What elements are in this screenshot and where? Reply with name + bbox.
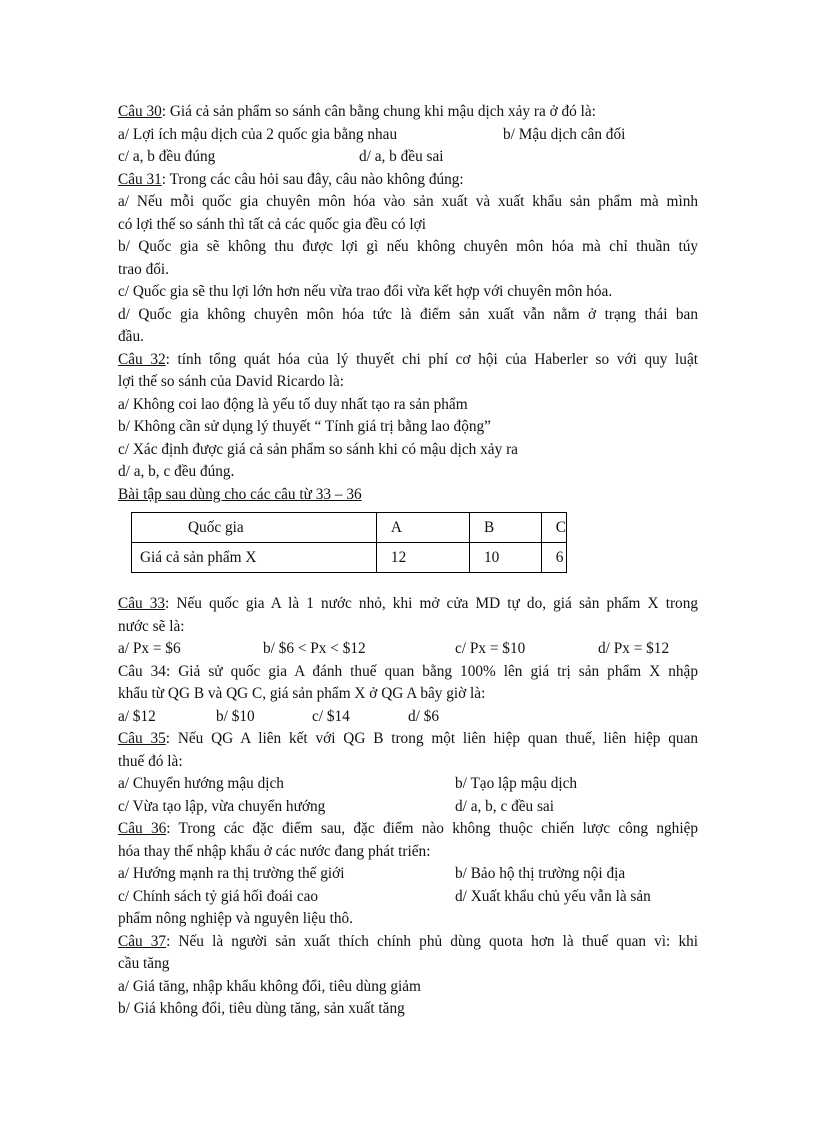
q34-option-a: a/ $12 xyxy=(118,707,156,725)
q35-option-b: b/ Tạo lập mậu dịch xyxy=(455,775,578,792)
q30-text: : Giá cả sản phẩm so sánh cân bằng chung khi mậu dịch xảy ra ở đó là: xyxy=(161,103,596,120)
q33-label: Câu 33 xyxy=(118,595,166,612)
q33-option-c: c/ Px = $10 xyxy=(455,640,526,657)
q32-text-line1: : tính tổng quát hóa của lý thuyết chi phí cơ hội của Haberler so với quy luật xyxy=(165,350,699,368)
q32-stem xyxy=(118,349,698,372)
q37-option-b: b/ Giá không đổi, tiêu dùng tăng, sản xuất tăng xyxy=(118,1000,405,1017)
q34-options xyxy=(118,706,698,729)
q36-option-d-line1: d/ Xuất khẩu chủ yếu vẫn là sản xyxy=(455,887,651,905)
q36-row-cd xyxy=(118,886,698,909)
table-header-row xyxy=(132,513,567,543)
q33-option-d: d/ Px = $12 xyxy=(598,640,670,657)
q35-option-a: a/ Chuyển hướng mậu dịch xyxy=(118,775,284,792)
table-cell-b: 10 xyxy=(470,543,542,573)
q30-stem xyxy=(118,101,698,124)
table-header-c: C xyxy=(541,513,566,543)
q33-text-line2: nước sẽ là: xyxy=(118,617,185,635)
q37-text-line2: cầu tăng xyxy=(118,955,170,972)
q31-option-a-line1: a/ Nếu mỗi quốc gia chuyên môn hóa vào sản xuất và xuất khẩu sản phẩm mà mình xyxy=(118,193,698,210)
q33-option-b: b/ $6 < Px < $12 xyxy=(263,640,366,657)
q30-row-ab xyxy=(118,124,698,147)
q33-text-line1: : Nếu quốc gia A là 1 nước nhỏ, khi mở cửa MD tự do, giá sản phẩm X trong xyxy=(165,595,698,612)
q31-option-b-line1: b/ Quốc gia sẽ không thu được lợi gì nếu không chuyên môn hóa mà chỉ thuần túy xyxy=(118,238,698,255)
q35-stem xyxy=(118,728,698,751)
q31-option-d-line1: d/ Quốc gia không chuyên môn hóa tức là điểm sản xuất vẫn nằm ở trạng thái ban xyxy=(118,305,698,323)
q30-label: Câu 30 xyxy=(118,103,162,120)
q35-text-line1: : Nếu QG A liên kết với QG B trong một liên hiệp quan thuế, liên hiệp quan xyxy=(165,730,699,747)
q36-option-c: c/ Chính sách tỷ giá hối đoái cao xyxy=(118,887,319,905)
q31-option-d-line2: đầu. xyxy=(118,328,144,345)
q37-label: Câu 37 xyxy=(118,932,167,950)
table-cell-product: Giá cả sản phẩm X xyxy=(132,543,377,573)
q32-option-c: c/ Xác định được giá cả sản phẩm so sánh khi có mậu dịch xảy ra xyxy=(118,440,518,458)
q31-option-c: c/ Quốc gia sẽ thu lợi lớn hơn nếu vừa trao đổi vừa kết hợp với chuyên môn hóa. xyxy=(118,283,613,300)
q37-option-a: a/ Giá tăng, nhập khẩu không đổi, tiêu dùng giảm xyxy=(118,977,421,995)
q37-stem xyxy=(118,931,698,954)
table-header-a: A xyxy=(376,513,469,543)
q33-stem xyxy=(118,593,698,616)
q35-option-c: c/ Vừa tạo lập, vừa chuyển hướng xyxy=(118,797,326,815)
q36-option-d-line2: phẩm nông nghiệp và nguyên liệu thô. xyxy=(118,910,353,927)
q32-option-b: b/ Không cần sử dụng lý thuyết “ Tính giá trị bằng lao động” xyxy=(118,418,491,435)
q34-option-c: c/ $14 xyxy=(312,707,350,725)
q32-label: Câu 32 xyxy=(118,350,166,368)
q35-row-ab xyxy=(118,773,698,796)
q31-option-b-line2: trao đổi. xyxy=(118,260,169,278)
q34-option-b: b/ $10 xyxy=(216,707,255,725)
q33-option-a: a/ Px = $6 xyxy=(118,640,181,657)
table-cell-a: 12 xyxy=(376,543,469,573)
q35-row-cd xyxy=(118,796,698,819)
price-table xyxy=(131,512,567,573)
q33-options xyxy=(118,638,698,661)
exercise-heading: Bài tập sau dùng cho các câu từ 33 – 36 xyxy=(118,485,362,503)
q35-label: Câu 35 xyxy=(118,730,166,747)
q30-option-a: a/ Lợi ích mậu dịch của 2 quốc gia bằng nhau xyxy=(118,125,398,143)
q34-text-line2: khẩu từ QG B và QG C, giá sản phẩm X ở QG A bây giờ là: xyxy=(118,685,486,702)
q30-option-c: c/ a, b đều đúng xyxy=(118,148,216,165)
q32-option-a: a/ Không coi lao động là yếu tố duy nhất tạo ra sản phẩm xyxy=(118,395,468,413)
q35-text-line2: thuế đó là: xyxy=(118,752,183,770)
q35-option-d: d/ a, b, c đều sai xyxy=(455,797,554,815)
q30-option-d: d/ a, b đều sai xyxy=(359,148,444,165)
q36-stem xyxy=(118,818,698,841)
table-header-b: B xyxy=(470,513,542,543)
q36-text-line1: : Trong các đặc điểm sau, đặc điểm nào không thuộc chiến lược công nghiệp xyxy=(166,820,699,837)
q34-text-line1: Câu 34: Giả sử quốc gia A đánh thuế quan bằng 100% lên giá trị sản phẩm X nhập xyxy=(118,662,698,680)
q32-text-line2: lợi thế so sánh của David Ricardo là: xyxy=(118,373,345,390)
q31-text: : Trong các câu hỏi sau đây, câu nào không đúng: xyxy=(161,170,464,188)
q36-option-b: b/ Bảo hộ thị trường nội địa xyxy=(455,865,626,882)
table-header-country: Quốc gia xyxy=(132,513,377,543)
q36-text-line2: hóa thay thế nhập khẩu ở các nước đang phát triển: xyxy=(118,842,431,860)
table-row xyxy=(132,543,567,573)
q36-option-a: a/ Hướng mạnh ra thị trường thế giới xyxy=(118,865,345,882)
q30-option-b: b/ Mậu dịch cân đối xyxy=(503,125,626,143)
q31-label: Câu 31 xyxy=(118,170,162,188)
q37-text-line1: : Nếu là người sản xuất thích chính phủ dùng quota hơn là thuế quan vì: khi xyxy=(166,932,698,950)
q36-row-ab xyxy=(118,863,698,886)
document-page xyxy=(118,101,698,1021)
q36-label: Câu 36 xyxy=(118,820,167,837)
table-cell-c: 6 xyxy=(541,543,566,573)
q30-row-cd xyxy=(118,146,698,169)
q31-option-a-line2: có lợi thế so sánh thì tất cả các quốc gia đều có lợi xyxy=(118,215,426,233)
q32-option-d: d/ a, b, c đều đúng. xyxy=(118,463,235,480)
q34-option-d: d/ $6 xyxy=(408,707,440,725)
q31-stem xyxy=(118,169,698,192)
